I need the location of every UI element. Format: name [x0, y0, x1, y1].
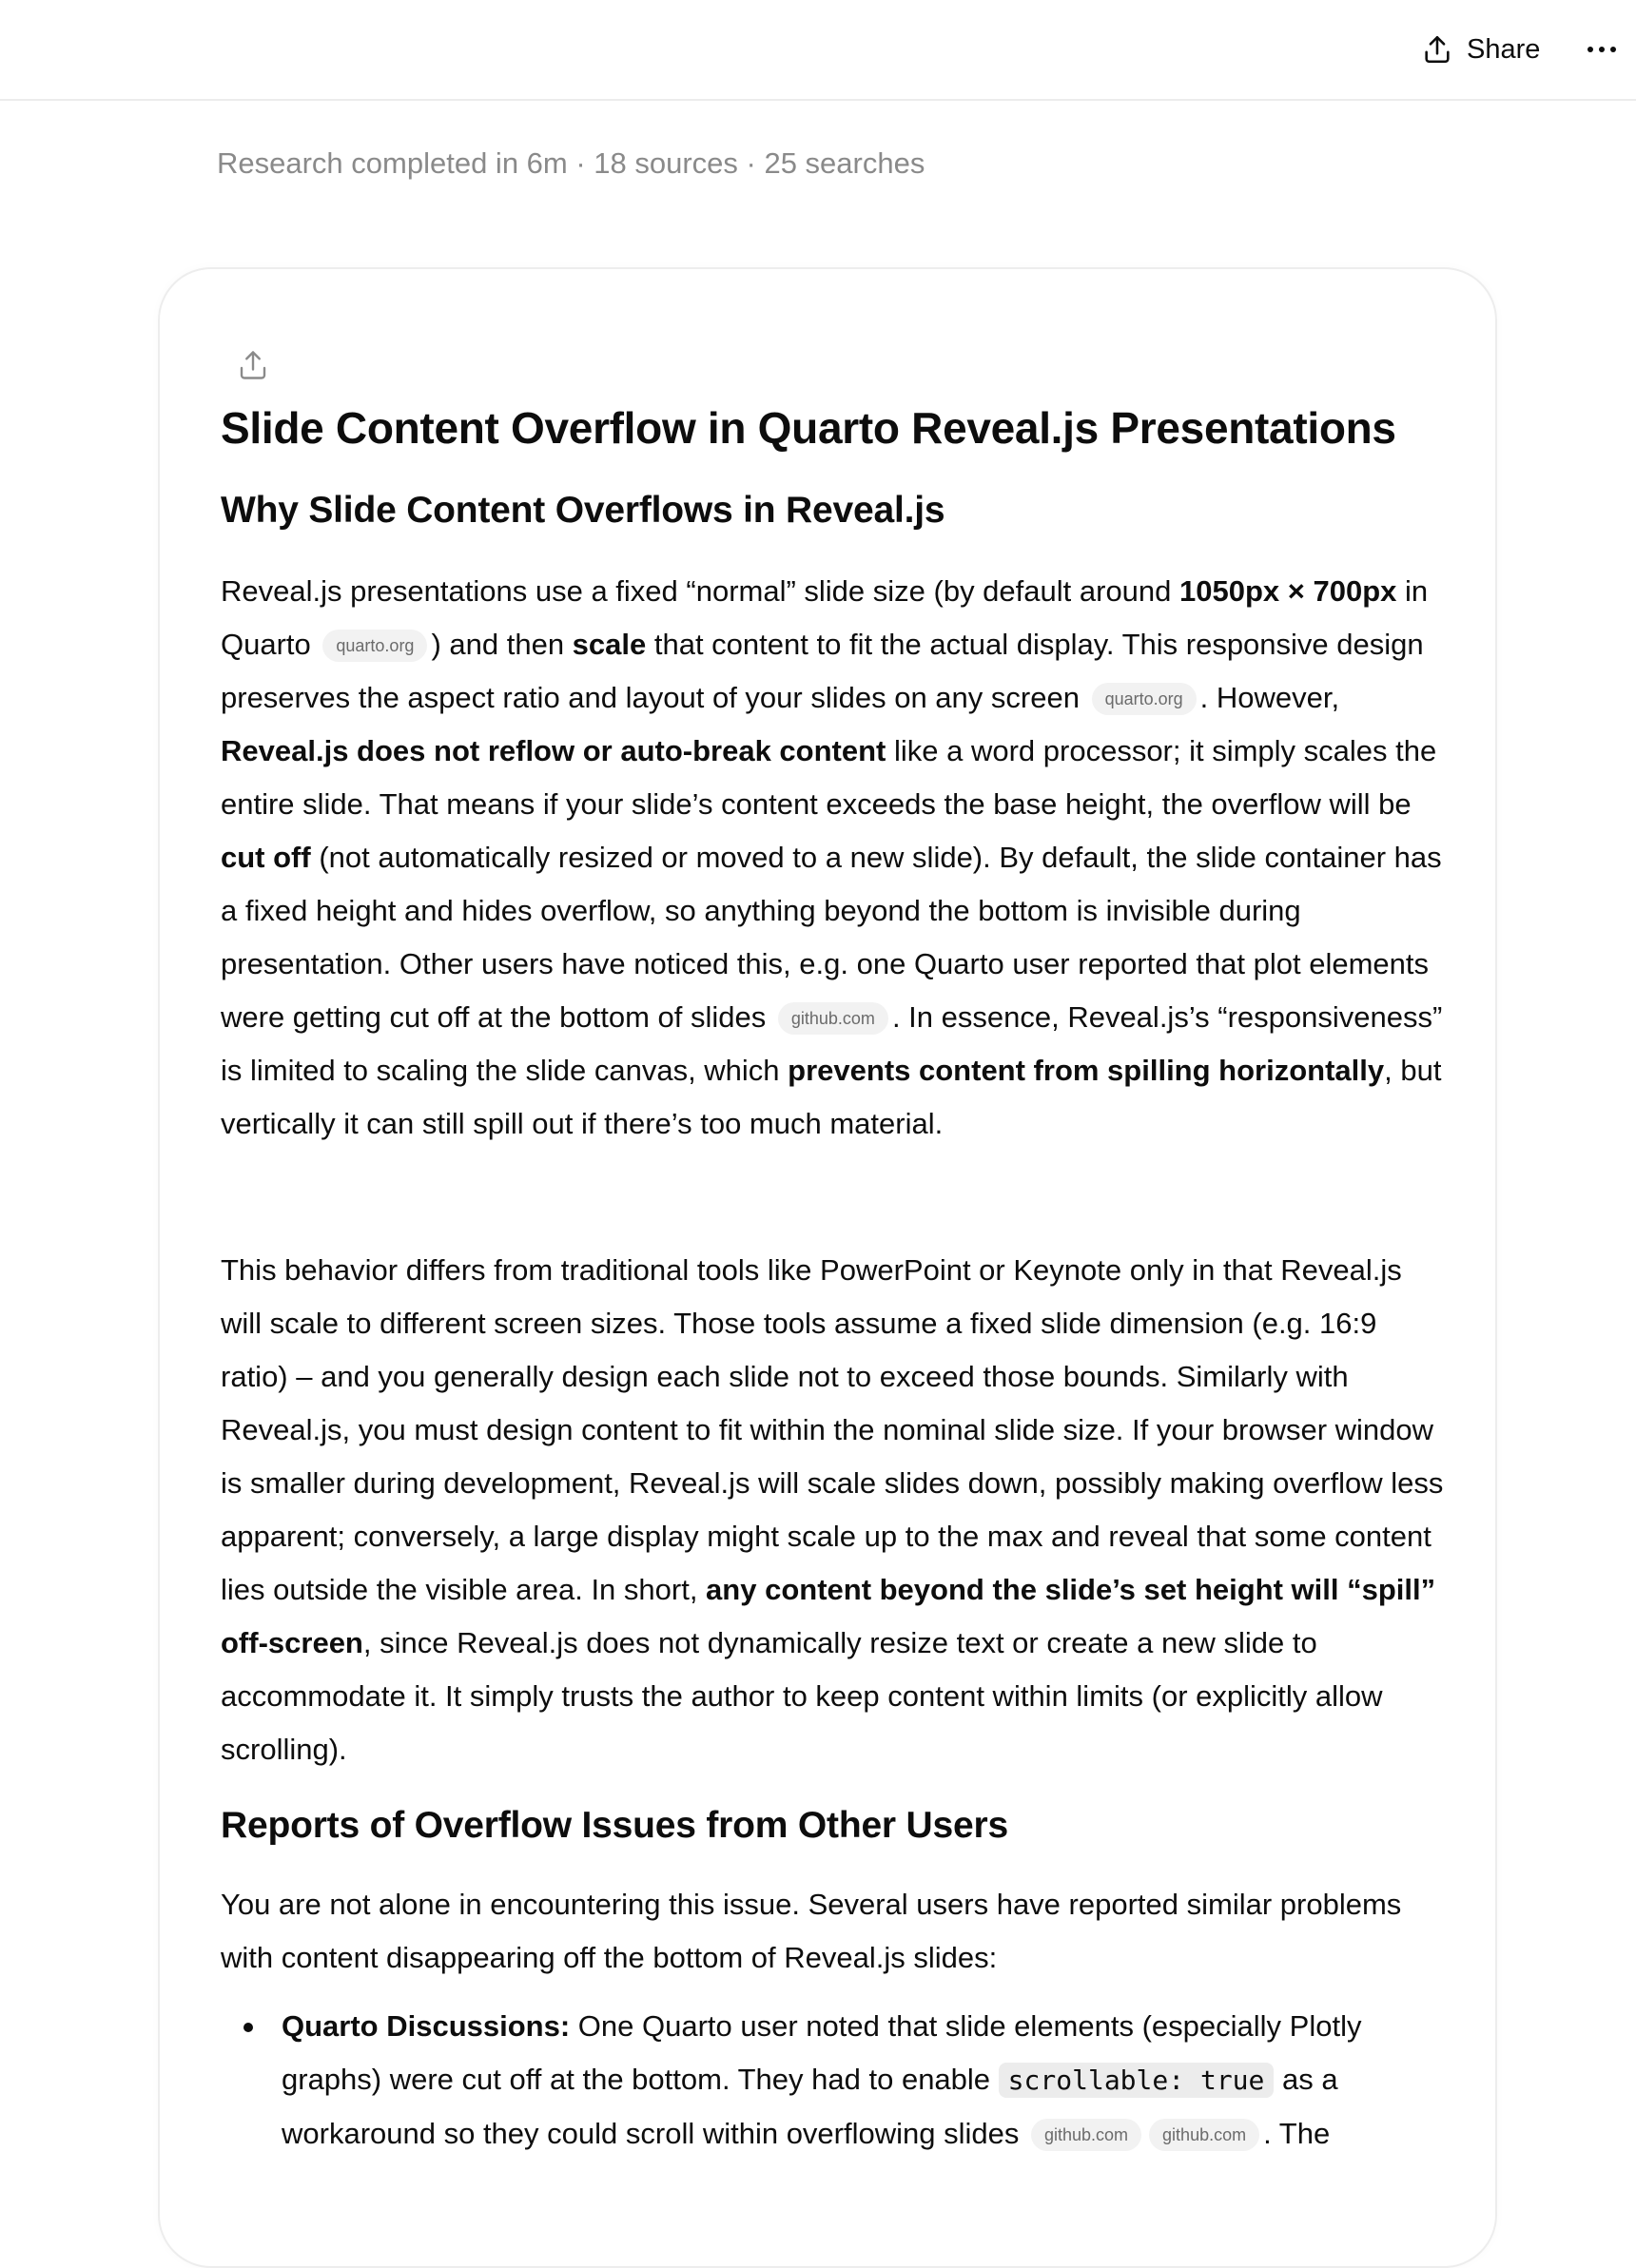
share-upload-icon	[1421, 33, 1453, 66]
text-run: like a word processor; it simply scales the entire slide. That means if your slide’s content exceeds the base height, the overflow will be	[221, 734, 1437, 821]
text-run: You are not alone in encountering this issue. Several users have reported similar problems with content disappearing off the bottom of Reveal.js slides:	[221, 1888, 1402, 1974]
text-run: ) and then	[431, 628, 573, 661]
text-run: This behavior differs from traditional tools like PowerPoint or Keynote only in that Reveal.js will scale to different screen sizes. Those tools assume a fixed slide dimension (e.g. 16:9 ratio) – and you generally design each slide not to exceed those bounds. Similarly with Reveal.js, you must design content to fit within the nominal slide size. If your browser window is smaller during development, Reveal.js will scale slides down, possibly making overflow less apparent; conversely, a large display might scale up to the max and reveal that some content lies outside the visible area. In short,	[221, 1253, 1444, 1606]
source-citation-chip[interactable]: github.com	[1149, 2119, 1259, 2151]
text-run: . However,	[1199, 681, 1340, 714]
document-title: Slide Content Overflow in Quarto Reveal.js Presentations	[221, 403, 1396, 453]
text-run: in Quarto	[221, 574, 1429, 661]
list-item-text	[282, 2009, 1361, 2150]
paragraph-why-2	[221, 1244, 1448, 1776]
research-summary: Research completed in 6m · 18 sources · 25 searches	[217, 146, 925, 180]
share-label: Share	[1467, 33, 1541, 65]
text-run: as a workaround so they could scroll within overflowing slides	[282, 2063, 1338, 2150]
more-horizontal-icon	[1587, 45, 1617, 54]
share-button[interactable]	[1421, 29, 1540, 70]
text-run: Reveal.js presentations use a fixed “normal” slide size (by default around	[221, 574, 1180, 608]
bullet-dot	[243, 2023, 253, 2032]
bold-text: scale	[572, 628, 647, 661]
text-run: . The	[1263, 2117, 1331, 2150]
text-run: that content to fit the actual display. This responsive design preserves the aspect ratio and layout of your slides on any screen	[221, 628, 1424, 714]
bold-text: cut off	[221, 841, 311, 874]
paragraph-why-1	[221, 565, 1448, 1151]
source-citation-chip[interactable]: quarto.org	[1092, 683, 1197, 715]
source-citation-chip[interactable]: quarto.org	[322, 630, 427, 662]
text-run: , but vertically it can still spill out if there’s too much material.	[221, 1054, 1442, 1140]
text-run: . In essence, Reveal.js’s “responsiveness” is limited to scaling the slide canvas, which	[221, 1000, 1443, 1087]
more-options-button[interactable]	[1583, 30, 1621, 68]
section-heading-reports: Reports of Overflow Issues from Other Users	[221, 1805, 1008, 1846]
source-citation-chip[interactable]: github.com	[1031, 2119, 1141, 2151]
export-upload-icon[interactable]	[236, 348, 270, 382]
text-run: (not automatically resized or moved to a new slide). By default, the slide container has a fixed height and hides overflow, so anything beyond the bottom is invisible during presentation. Other users have noticed this, e.g. one Quarto user reported that plot elements were getting cut off at the bottom of slides	[221, 841, 1442, 1034]
inline-code: scrollable: true	[999, 2063, 1275, 2098]
text-run: , since Reveal.js does not dynamically resize text or create a new slide to accommodate it. It simply trusts the author to keep content within limits (or explicitly allow scrolling).	[221, 1626, 1383, 1766]
source-citation-chip[interactable]: github.com	[778, 1002, 888, 1035]
section-heading-why-overflow: Why Slide Content Overflows in Reveal.js	[221, 490, 945, 531]
bold-text: prevents content from spilling horizontally	[788, 1054, 1385, 1087]
paragraph-reports-intro	[221, 1878, 1448, 1985]
text-run: One Quarto user noted that slide elements (especially Plotly graphs) were cut off at the bottom. They had to enable	[282, 2009, 1362, 2096]
list-item-quarto-discussions	[221, 2000, 1448, 2161]
bold-text: Reveal.js does not reflow or auto-break content	[221, 734, 886, 767]
top-bar	[0, 0, 1636, 101]
bold-text: 1050px × 700px	[1179, 574, 1397, 608]
bold-text: Quarto Discussions:	[282, 2009, 571, 2043]
reports-list	[221, 2000, 1448, 2161]
research-report-card	[158, 267, 1497, 2268]
bold-text: any content beyond the slide’s set height will “spill” off-screen	[221, 1573, 1436, 1659]
